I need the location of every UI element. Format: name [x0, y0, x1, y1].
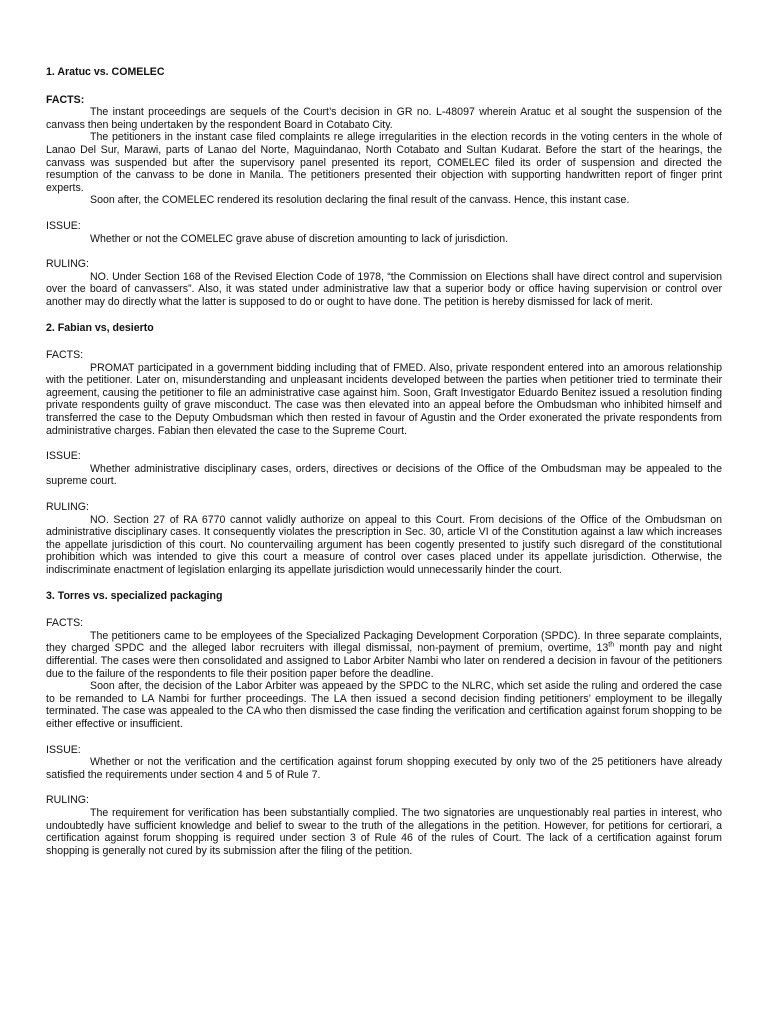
issue-label: ISSUE: [46, 743, 81, 756]
ruling-label: RULING: [46, 794, 89, 807]
facts-text: month pay and night differential. The cases were then consolidated and assigned to Labor Arbiter Nambi who later on rendered a decision in favour of the petitioners due to the failure of the respondents to file their position paper before the deadline. [46, 642, 722, 680]
facts-paragraph: PROMAT participated in a government bidding including that of FMED. Also, private respondent entered into an amorous relationship with the petitioner. Later on, misunderstanding and unpleasant incidents developed between the parties when petitioner tried to terminate their agreement, causing the petitioner to file an administrative case against him. Soon, Graft Investigator Eduardo Benitez issued a resolution finding private respondents guilty of grave misconduct. The case was then elevated into an appeal before the Ombudsman who inhibited himself and transferred the case to the Deputy Ombudsman which then rested in favour of Agustin and the Order exonerated the private respondents from administrative charges. Fabian then elevated the case to the Supreme Court. [46, 361, 722, 437]
facts-label: FACTS: [46, 349, 84, 362]
issue-label: ISSUE: [46, 450, 81, 463]
issue-label: ISSUE: [46, 219, 81, 232]
facts-label: FACTS: [46, 93, 85, 106]
issue-paragraph: Whether or not the verification and the certification against forum shopping executed by only two of the 25 petitioners have already satisfied the requirements under section 4 and 5 of Rule 7. [46, 756, 722, 781]
document-body [46, 66, 722, 857]
case-section [46, 322, 722, 577]
ruling-paragraph: NO. Section 27 of RA 6770 cannot validly authorize on appeal to this Court. From decisions of the Office of the Ombudsman on administrative disciplinary cases. It consequently violates the prescription in Sec. 30, article VI of the Constitution against a law which increases the appellate jurisdiction of this court. No countervailing argument has been cogently presented to justify such disregard of the constitutional prohibition which was intended to give this court a measure of control over cases placed under its appellate jurisdiction. Otherwise, the indiscriminate enactment of legislation enlarging its appellate jurisdiction would unnecessarily hinder the court. [46, 513, 722, 576]
ruling-paragraph: The requirement for verification has been substantially complied. The two signatories are unquestionably real parties in interest, who undoubtedly have sufficient knowledge and belief to swear to the truth of the allegations in the petition. However, for petitions for certiorari, a certification against forum shopping is required under section 3 of Rule 46 of the rules of Court. The lack of a certification against forum shopping is generally not cured by its submission after the filing of the petition. [46, 806, 722, 857]
issue-paragraph: Whether administrative disciplinary cases, orders, directives or decisions of the Office of the Ombudsman may be appealed to the supreme court. [46, 462, 722, 488]
ruling-label: RULING: [46, 501, 89, 514]
ordinal-suffix: th [608, 641, 615, 649]
facts-paragraph: The petitioners in the instant case filed complaints re allege irregularities in the election records in the voting centers in the whole of Lanao Del Sur, Marawi, parts of Lanao del Norte, Maguindanao, North Cotabato and Sultan Kudarat. Before the start of the hearings, the canvass was suspended but after the supervisory panel presented its report, COMELEC filed its order of suspension and directed the resumption of the canvass to be done in Manila. The petitioners presented their objection with supporting handwritten report of finger print experts. [46, 131, 722, 194]
facts-label: FACTS: [46, 617, 84, 630]
ruling-label: RULING: [46, 258, 89, 271]
facts-paragraph: The instant proceedings are sequels of the Court’s decision in GR no. L-48097 wherein Aratuc et al sought the suspension of the canvass then being undertaken by the respondent Board in Cotabato City. [46, 106, 722, 131]
case-section [46, 66, 722, 309]
case-title: 2. Fabian vs, desierto [46, 321, 154, 334]
facts-paragraph: Soon after, the COMELEC rendered its resolution declaring the final result of the canvass. Hence, this instant case. [90, 194, 630, 207]
case-title: 1. Aratuc vs. COMELEC [46, 66, 165, 78]
facts-text: The petitioners came to be employees of the Specialized Packaging Development Corporation (SPDC). In three separate complaints, they charged SPDC and the alleged labor recruiters with illegal dismissal, non-payment of premium, overtime, 13 [46, 629, 722, 655]
case-title: 3. Torres vs. specialized packaging [46, 589, 223, 602]
facts-paragraph: Soon after, the decision of the Labor Arbiter was appeaed by the SPDC to the NLRC, which set aside the ruling and ordered the case to be remanded to LA Nambi for further proceedings. The LA then issued a second decision finding petitioners’ employment to be illegally terminated. The case was appealed to the CA who then dismissed the case finding the verification and certification against forum shopping to be either effective or insufficient. [46, 680, 722, 730]
issue-paragraph: Whether or not the COMELEC grave abuse of discretion amounting to lack of jurisdiction. [90, 232, 509, 245]
ruling-paragraph: NO. Under Section 168 of the Revised Election Code of 1978, “the Commission on Elections shall have direct control and supervision over the board of canvassers”. Also, it was stated under administrative law that a superior body or office having supervision or control over another may do directly what the latter is supposed to do or ought to have done. The petition is hereby dismissed for lack of merit. [46, 270, 722, 308]
facts-paragraph [46, 630, 722, 680]
case-section [46, 590, 722, 858]
